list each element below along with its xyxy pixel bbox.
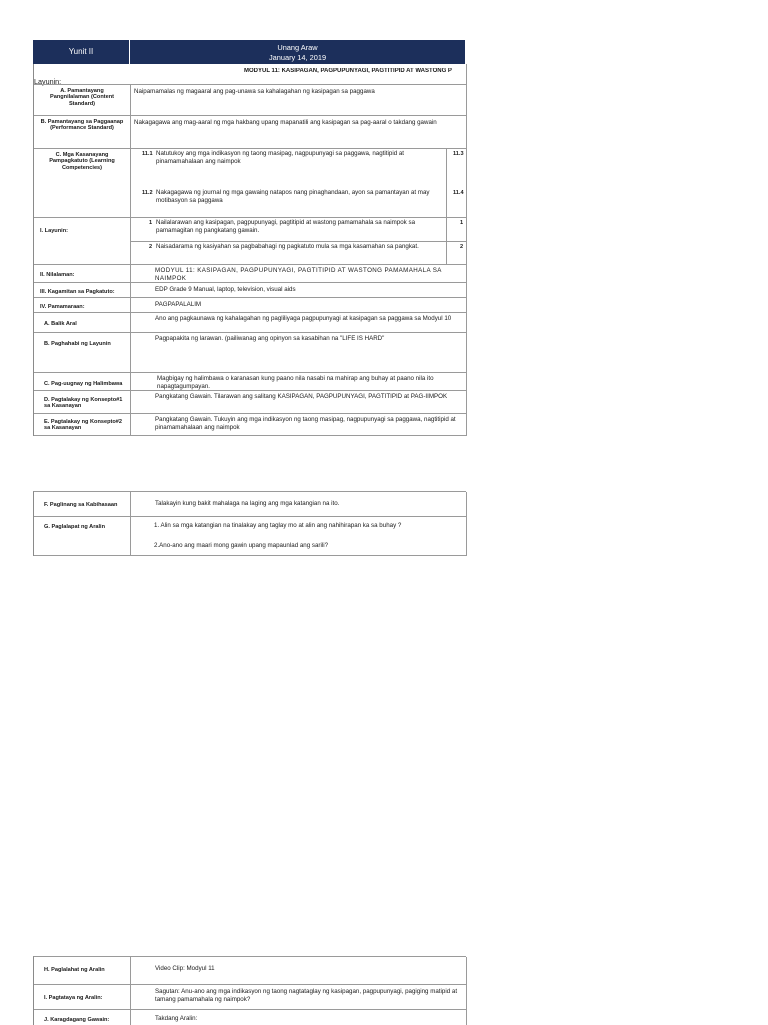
paghahabi-row: [34, 333, 466, 373]
paglalapat-label: G. Paglalapat ng Aralin: [44, 524, 106, 530]
module-title-row: [34, 64, 466, 78]
header-bar: [33, 40, 465, 64]
paglalapat-divider: [130, 517, 131, 556]
obj2-number: 2: [149, 244, 153, 250]
pagtataya-label: I. Pagtataya ng Aralin:: [44, 995, 103, 1001]
paguugnay-row: [34, 373, 466, 391]
competencies-divider: [130, 149, 131, 218]
objectives-label: I. Layunin:: [40, 228, 68, 234]
lesson-plan-table: [33, 64, 466, 436]
paguugnay-label: C. Pag-uugnay ng Halimbawa: [44, 381, 123, 387]
layunin-heading: Layunin:: [34, 77, 62, 86]
pamamaraan-label: IV. Pamamaraan:: [40, 304, 85, 310]
nilalaman-label: II. Nilalaman:: [40, 272, 75, 278]
paglalahat-value: Video Clip: Modyul 11: [130, 957, 466, 984]
performance-standard-value: Nakagagawa ang mag-aaral ng mga hakbang upang mapanatili ang kasipagan sa pag-aaral o takdang gawain: [130, 116, 466, 148]
konsepto2-row: [34, 414, 466, 436]
paghahabi-value: Pagpapakita ng larawan. (pailiwanag ang opinyon sa kasabihan na "LIFE IS HARD": [130, 333, 466, 372]
karagdagang-row: [34, 1010, 466, 1025]
paglalapat-row: [34, 517, 466, 556]
module-title: MODYUL 11: KASIPAGAN, PAGPUPUNYAGI, PAGTITIPID AT WASTONG P: [244, 68, 452, 74]
content-standard-value: Naipamamalas ng magaaral ang pag-unawa sa kahalagahan ng kasipagan sa paggawa: [130, 85, 466, 115]
pamamaraan-row: [34, 298, 466, 313]
competencies-row: [34, 149, 466, 218]
paglinang-value: Talakayin kung bakit mahalaga na laging ang mga katangian na ito.: [130, 492, 466, 516]
paghahabi-label: B. Paghahabi ng Layunin: [44, 341, 111, 347]
nilalaman-row: [34, 265, 466, 283]
lesson-plan-table-3: [33, 956, 466, 1025]
performance-standard-label: B. Pamantayang sa Paggaanap (Performance Standard): [40, 119, 124, 132]
karagdagang-value: Takdang Aralin:: [130, 1010, 466, 1025]
konsepto2-label: E. Pagtalakay ng Konsepto#2 sa Kasanayan: [44, 419, 123, 432]
paglalahat-label: H. Paglalahat ng Aralin: [44, 967, 105, 973]
kagamitan-row: [34, 283, 466, 298]
paglinang-label: F. Paglinang sa Kabihasaan: [44, 502, 118, 508]
performance-standard-row: [34, 116, 466, 149]
pagtataya-row: [34, 985, 466, 1010]
obj2-value: Naisadarama ng kasiyahan sa pagbabahagi ng pagkatuto mula sa mga kasamahan sa pangkat.: [156, 243, 419, 250]
header-date: January 14, 2019: [268, 52, 327, 62]
content-standard-label: A. Pamantayang Pangnilalaman (Content Standard): [49, 88, 115, 107]
paglalapat-q2: 2.Ano-ano ang maari mong gawin upang mapaunlad ang sarili?: [154, 542, 329, 549]
balik-aral-row: [34, 313, 466, 333]
obj1-value: Nailalarawan ang kasipagan, pagpupunyagi, pagtitipid at wastong pamamahala sa naimpok sa pamamagitan ng pangkatang gawain.: [156, 219, 416, 234]
konsepto1-row: [34, 391, 466, 414]
konsepto1-label: D. Pagtalakay ng Konsepto#1 sa Kasanayan: [44, 397, 123, 410]
pamamaraan-value: PAGPAPALALIM: [130, 298, 466, 312]
comp2-next-number: 11.4: [453, 190, 464, 196]
table2-right-border: [466, 492, 467, 556]
nilalaman-value: MODYUL 11: KASIPAGAN, PAGPUPUNYAGI, PAGTITIPID AT WASTONG PAMAMAHALA SA NAIMPOK: [130, 265, 466, 282]
konsepto1-value: Pangkatang Gawain. Tilarawan ang salitang KASIPAGAN, PAGPUPUNYAGI, PAGTITIPID at PAG-IIMPOK: [130, 391, 466, 413]
comp2-number: 11.2: [142, 190, 153, 196]
comp2-value: Nakagagawa ng journal ng mga gawaing natapos nang pinaghandaan, ayon sa pamantayan at may motibasyon sa paggawa: [156, 189, 430, 204]
kagamitan-value: EDP Grade 9 Manual, laptop, television, visual aids: [130, 283, 466, 297]
comp1-next-number: 11.3: [453, 151, 464, 157]
lesson-plan-table-2: [33, 491, 466, 556]
konsepto2-value: Pangkatang Gawain. Tukuyin ang mga indikasyon ng taong masipag, nagpupunyagi sa paggawa, nagtitipid at pinamamahalaan ang naimpok: [130, 414, 466, 435]
comp1-value: Natutukoy ang mga indikasyon ng taong masipag, nagpupunyagi sa paggawa, nagtitipid at pinamamahalaan ang naimpok: [156, 150, 405, 165]
table-right-border: [466, 64, 467, 436]
paglinang-row: [34, 492, 466, 517]
competencies-label: C. Mga Kasanayang Pampagkatuto (Learning Competencies): [49, 152, 115, 171]
balik-aral-label: A. Balik Aral: [44, 321, 77, 327]
competencies-right-divider: [446, 149, 447, 218]
paguugnay-value: Magbigay ng halimbawa o karanasan kung paano nila nasabi na mahirap ang buhay at paano nila ito napagtagumpayan.: [130, 373, 466, 390]
paglalahat-row: [34, 957, 466, 985]
balik-aral-value: Ano ang pagkaunawa ng kahalagahan ng pagliliyaga pagpupunyagi at kasipagan sa paggawa sa Modyul 10: [130, 313, 466, 332]
pagtataya-value: Sagutan: Anu-ano ang mga indikasyon ng taong nagtataglay ng kasipagan, pagpupunyagi, pagiging matipid at tamang pamamahala ng naimpok?: [130, 985, 466, 1009]
objectives-row: [34, 218, 466, 265]
obj1-number: 1: [149, 220, 153, 226]
comp1-number: 11.1: [142, 151, 153, 157]
content-standard-row: [34, 84, 466, 116]
paglalapat-q1: 1. Alin sa mga katangian na tinalakay ang taglay mo at alin ang nahihirapan ka sa buhay ?: [154, 522, 402, 529]
header-unit: Yunit II: [68, 47, 94, 56]
objectives-mid-line: [130, 241, 466, 242]
karagdagang-label: J. Karagdagang Gawain:: [44, 1017, 110, 1023]
obj2-next-number: 2: [460, 244, 464, 250]
obj1-next-number: 1: [460, 220, 464, 226]
kagamitan-label: III. Kagamitan sa Pagkatuto:: [40, 289, 115, 295]
table3-right-border: [466, 957, 467, 1025]
header-day: Unang Araw: [277, 43, 318, 52]
